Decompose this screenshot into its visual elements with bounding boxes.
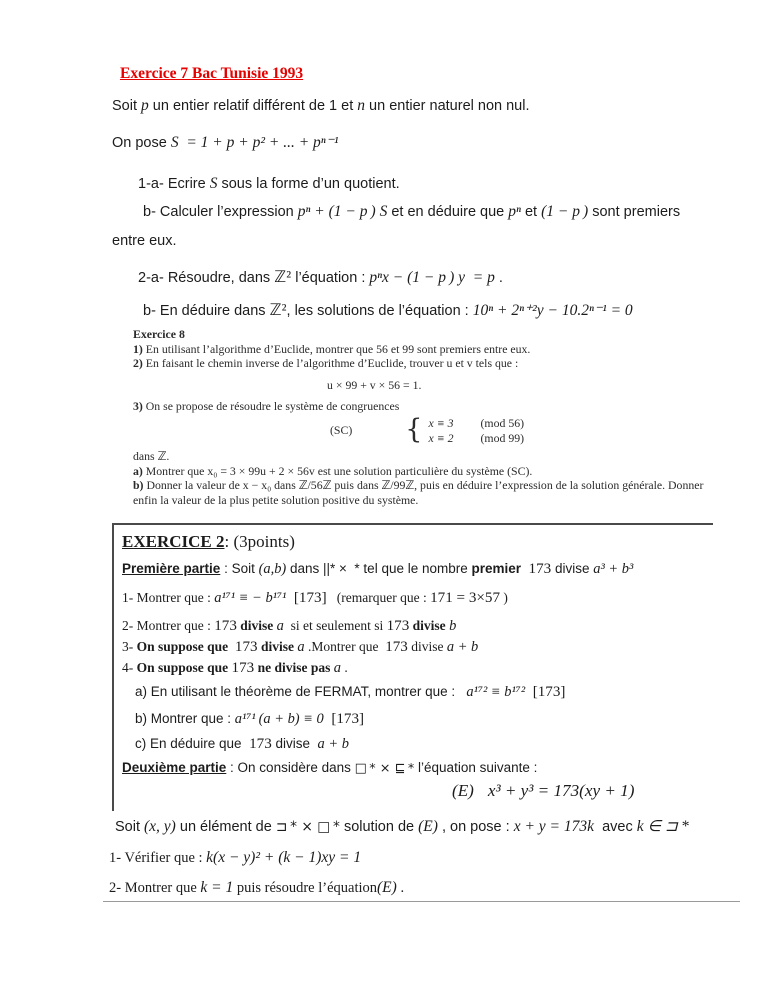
ex7-question-1a <box>138 174 724 194</box>
text-segment: avec <box>594 819 637 835</box>
text-segment: sont premiers <box>588 204 681 220</box>
math-var-a: a <box>297 639 305 655</box>
math-k-equals-1: k = 1 <box>200 879 234 896</box>
math-var-S: S <box>209 175 218 192</box>
math-var-a: a <box>276 618 284 634</box>
text-segment: En faisant le chemin inverse de l’algorithme d’Euclide, trouver u et v tels que : <box>142 356 519 371</box>
ex7-question-2a <box>138 267 724 288</box>
text-segment: 2-a- Résoudre, dans <box>138 270 275 286</box>
ex7-intro-line <box>112 96 724 116</box>
system-label: (SC) <box>330 423 353 438</box>
text-divise-bold: divise <box>257 639 298 654</box>
math-a-plus-b: a + b <box>317 736 349 752</box>
ex2-question-3 <box>122 637 713 657</box>
text-divise-bold: divise <box>236 618 277 633</box>
ex2-question-2 <box>122 616 713 636</box>
text-segment: solution de <box>339 819 419 835</box>
text-segment: et en déduire que <box>387 204 509 220</box>
congruence-eq: x ≡ 3 <box>428 415 454 430</box>
text-segment: l’équation suivante : <box>414 760 538 775</box>
text-segment: divise <box>407 639 447 654</box>
number-173: 173 <box>385 639 408 655</box>
ex2-question-1 <box>122 588 713 608</box>
text-segment: On se propose de résoudre le système de congruences <box>142 399 400 414</box>
missing-glyph-set-symbols: ⊐ * × □ * <box>275 819 340 835</box>
math-Z2: ℤ² <box>269 301 287 319</box>
mod-bracket: [173] <box>323 711 365 727</box>
text-segment: 2- Montrer que <box>109 880 201 896</box>
congruence-mod: (mod 99) <box>480 430 525 445</box>
ex8-question-2 <box>133 356 730 371</box>
brace-glyph: { <box>405 414 423 446</box>
mod-bracket: [173] <box>525 684 566 700</box>
number-173: 173 <box>249 736 272 752</box>
math-congruence: a¹⁷¹ (a + b) ≡ 0 <box>234 711 324 727</box>
ex8-question-b <box>133 478 730 507</box>
ex2-question-4 <box>122 658 713 678</box>
ex2-question-4c <box>135 734 713 754</box>
math-var-a: a <box>333 660 341 676</box>
bottom-question-2 <box>109 877 739 899</box>
text-segment: , les solutions de l’équation : <box>286 303 473 319</box>
math-expr: (1 − p ) <box>541 203 589 220</box>
ex8-congruence-system <box>133 416 730 445</box>
bottom-question-1 <box>109 847 739 869</box>
ex7-question-1b <box>143 202 724 222</box>
text-segment: .Montrer que <box>304 639 386 654</box>
bottom-soit-line <box>115 816 739 838</box>
text-segment: 1- Vérifier que : <box>109 850 207 866</box>
text-segment: Soit <box>112 98 142 114</box>
exercice8-heading: Exercice 8 <box>133 327 185 341</box>
ex8-question-a <box>133 464 730 479</box>
text-segment: si et seulement si <box>283 618 387 633</box>
text-segment: l’équation : <box>291 270 370 286</box>
text-segment: dans ||* × * tel que le nombre <box>286 561 472 576</box>
math-expr: pⁿ <box>508 203 521 220</box>
part-label: Deuxième partie <box>122 760 227 775</box>
text-segment: un élément de <box>175 819 276 835</box>
text-segment: c) En déduire que <box>135 736 250 751</box>
section-exercice8 <box>133 327 730 508</box>
ex7-question-1b-cont: entre eux. <box>112 233 177 249</box>
text-segment: : Soit <box>220 561 259 576</box>
section-deuxieme-partie-questions <box>109 816 739 899</box>
question-label: 1) <box>133 341 143 356</box>
math-Z2: ℤ² <box>274 268 292 286</box>
part-label: Première partie <box>122 561 221 576</box>
math-var-n: n <box>357 97 366 114</box>
text-segment: a) En utilisant le théorème de FERMAT, montrer que : <box>135 684 467 699</box>
text-segment: b- Calculer l’expression <box>143 204 298 220</box>
text-segment: 1-a- Ecrire <box>138 176 210 192</box>
ex7-question-2b <box>143 300 724 321</box>
text-segment: b) Montrer que : <box>135 711 235 726</box>
text-segment <box>521 561 529 576</box>
text-segment: En utilisant l’algorithme d’Euclide, montrer que 56 et 99 sont premiers entre eux. <box>142 341 531 356</box>
math-a-plus-b: a + b <box>446 639 479 655</box>
question-label: a) <box>133 463 143 478</box>
math-171-factorisation: 171 = 3×57 <box>430 590 501 606</box>
question-label: 2) <box>133 356 143 371</box>
math-a3-b3: a³ + b³ <box>593 561 634 577</box>
ex8-question-3 <box>133 399 730 414</box>
section-exercice7 <box>112 64 724 321</box>
text-segment: 4- <box>122 660 137 675</box>
text-suppose-bold: On suppose que <box>136 639 235 654</box>
bottom-divider-line <box>103 901 740 902</box>
math-pair-xy: (x, y) <box>144 818 176 835</box>
text-segment: ) <box>500 590 508 605</box>
text-segment: , on pose : <box>437 819 514 835</box>
math-expr: pⁿ + (1 − p ) S <box>297 203 388 220</box>
text-segment: (remarquer que : <box>326 590 431 605</box>
number-173: 173 <box>528 561 552 577</box>
ex2-question-4a <box>135 682 713 702</box>
text-suppose-bold: On suppose que <box>136 660 232 675</box>
math-pair-ab: (a,b) <box>258 561 287 577</box>
text-segment: divise <box>551 561 594 576</box>
ex2-equation-E <box>452 781 713 801</box>
math-equation: 10ⁿ + 2ⁿ⁺²y − 10.2ⁿ⁻¹ = 0 <box>472 302 633 319</box>
ex8-question-1 <box>133 342 730 357</box>
missing-glyph-set-symbols: □ * × ⊑ * <box>354 761 415 776</box>
equation-label: (E) <box>418 818 438 835</box>
number-173: 173 <box>214 618 237 634</box>
text-segment: puis résoudre l’équation <box>233 880 378 896</box>
math-var-b: b <box>449 618 457 634</box>
text-premier-bold: premier <box>471 561 522 576</box>
number-173: 173 <box>231 660 255 676</box>
text-segment: sous la forme d’un quotient. <box>217 176 400 192</box>
section-exercice2 <box>112 523 713 811</box>
text-segment: . <box>340 660 348 675</box>
congruence-row <box>428 431 524 446</box>
system-rows <box>428 416 524 445</box>
congruence-row <box>428 416 524 431</box>
text-segment: Soit <box>115 819 145 835</box>
text-segment: 1- Montrer que : <box>122 590 215 605</box>
text-segment: b- En déduire dans <box>143 303 270 319</box>
number-173: 173 <box>234 639 258 655</box>
heading-title: EXERCICE 2 <box>122 532 225 551</box>
math-fermat-congruence: a¹⁷² ≡ b¹⁷² <box>466 684 526 700</box>
ex8-bezout-equation: u × 99 + v × 56 = 1. <box>327 377 422 392</box>
text-divise-bold: divise <box>409 618 450 633</box>
math-series-S: S = 1 + p + p² + ... + pⁿ⁻¹ <box>170 134 339 151</box>
number-173: 173 <box>386 618 410 634</box>
equation-label: (E) <box>452 781 474 800</box>
math-pose-expr: x + y = 173k <box>513 818 595 835</box>
math-k-in-set: k ∈ ⊐ * <box>636 818 689 835</box>
heading-suffix: : (3points) <box>224 532 295 551</box>
text-segment: Donner la valeur de x − x₀ dans ℤ/56ℤ puis dans ℤ/99ℤ, puis en déduire l’expression de la solution générale. Donner enfin la valeur de la plus petite solution positive du système. <box>133 478 704 507</box>
question-label: b) <box>133 478 144 493</box>
ex2-deuxieme-partie-line <box>122 758 713 778</box>
text-segment: un entier naturel non nul. <box>365 98 530 114</box>
congruence-mod: (mod 56) <box>480 415 525 430</box>
math-equation: pⁿx − (1 − p ) y = p <box>369 269 495 286</box>
text-ne-divise-pas-bold: ne divise pas <box>254 660 334 675</box>
math-identity: k(x − y)² + (k − 1)xy = 1 <box>206 849 362 866</box>
text-segment: et <box>520 204 542 220</box>
text-segment: On pose <box>112 135 171 151</box>
text-segment: un entier relatif différent de 1 et <box>148 98 358 114</box>
ex2-question-4b <box>135 709 713 729</box>
question-label: 3) <box>133 399 143 414</box>
text-segment: Montrer que x₀ = 3 × 99u + 2 × 56v est une solution particulière du système (SC). <box>142 463 533 478</box>
text-segment: 2- Montrer que : <box>122 618 215 633</box>
text-segment: . <box>396 880 405 896</box>
text-segment: : On considère dans <box>226 760 355 775</box>
math-var-p: p <box>141 97 149 114</box>
ex2-premiere-partie-line <box>122 559 713 579</box>
mod-bracket: [173] <box>286 590 327 606</box>
text-segment: . <box>494 270 503 286</box>
equation-expression: x³ + y³ = 173(xy + 1) <box>487 781 635 800</box>
exercice2-heading <box>122 531 713 552</box>
text-segment: 3- <box>122 639 137 654</box>
math-congruence: a¹⁷¹ ≡ − b¹⁷¹ <box>214 590 287 606</box>
equation-label: (E) <box>377 879 397 896</box>
congruence-eq: x ≡ 2 <box>428 430 454 445</box>
ex7-series-line <box>112 133 724 153</box>
ex8-dans-Z: dans ℤ. <box>133 449 170 464</box>
text-segment: divise <box>271 736 318 751</box>
exercice7-title: Exercice 7 Bac Tunisie 1993 <box>120 65 304 82</box>
